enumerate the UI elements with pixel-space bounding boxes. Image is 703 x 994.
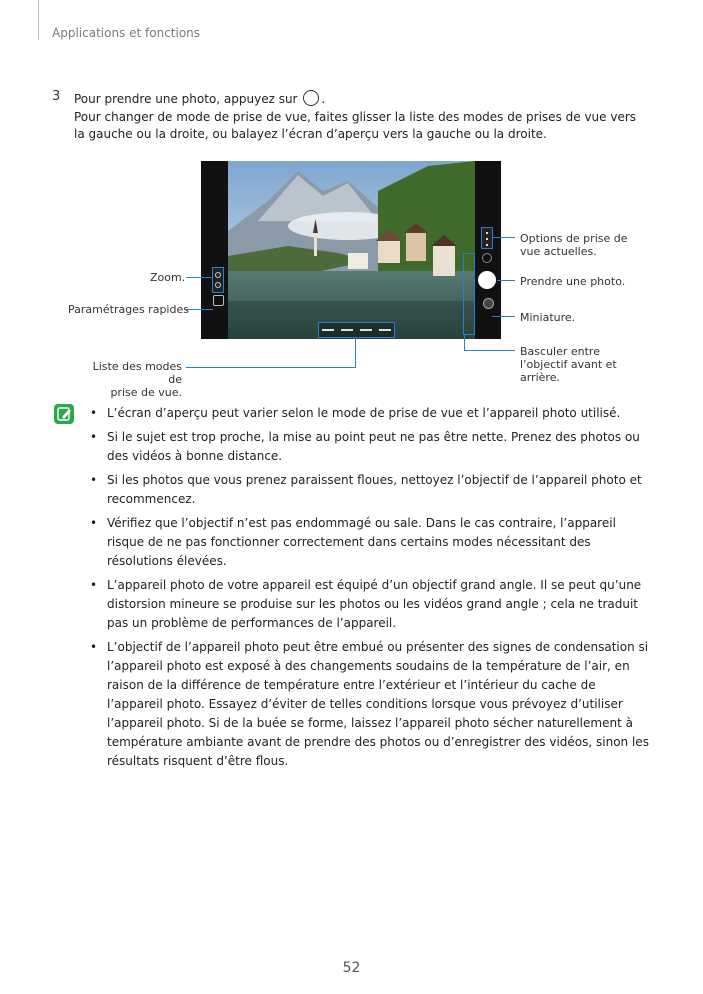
quick-settings-icon[interactable] — [213, 295, 224, 306]
label-switch-line2: l’objectif avant et — [520, 358, 617, 371]
step-description: Pour changer de mode de prise de vue, faites glisser la liste des modes de prises de vue vers la gauche ou la droite, ou balayez l’écran d’aperçu vers la gauche ou la droite. — [74, 110, 637, 141]
page-number: 52 — [342, 960, 361, 976]
zoom-control[interactable] — [212, 267, 224, 293]
note-item: • Si les photos que vous prenez paraissent floues, nettoyez l’objectif de l’appareil photo et recommencez. — [90, 471, 650, 509]
label-quick-settings: Paramétrages rapides — [68, 303, 189, 316]
step-instruction — [74, 90, 325, 106]
shutter-button[interactable] — [478, 271, 496, 289]
note-item: • Si le sujet est trop proche, la mise au point peut ne pas être nette. Prenez des photos ou des vidéos à bonne distance. — [90, 428, 650, 466]
camera-screen — [201, 161, 501, 339]
step-text-after: . — [321, 92, 326, 106]
settings-icon[interactable] — [482, 253, 492, 263]
callout-line-switch-h — [464, 350, 515, 351]
margin-rule — [38, 0, 39, 40]
shutter-button-icon — [303, 90, 319, 106]
note-item: • L’appareil photo de votre appareil est équipé d’un objectif grand angle. Il se peut qu’une distorsion mineure se produise sur les photos ou les vidéos grand angle ; cela ne traduit pas un problème de performances de l’appareil. — [90, 576, 650, 633]
preview-image — [228, 161, 475, 339]
switch-camera-area[interactable] — [463, 253, 475, 335]
thumbnail-button[interactable] — [483, 298, 494, 309]
section-header: Applications et fonctions — [52, 26, 201, 40]
callout-line-modes-v — [355, 338, 356, 368]
note-icon — [54, 404, 74, 424]
label-switch-line1: Basculer entre — [520, 345, 600, 358]
callout-line-quick — [186, 309, 213, 310]
label-zoom: Zoom. — [150, 271, 186, 284]
callout-line-options — [493, 237, 515, 238]
callout-line-modes-h — [186, 367, 356, 368]
label-modes-line1: Liste des modes de — [92, 360, 182, 386]
label-shooting-options — [520, 232, 628, 258]
label-take-photo: Prendre une photo. — [520, 275, 626, 288]
note-item: • L’écran d’aperçu peut varier selon le mode de prise de vue et l’appareil photo utilisé. — [90, 404, 650, 423]
step-text-before: Pour prendre une photo, appuyez sur — [74, 92, 298, 106]
label-switch-camera — [520, 345, 617, 384]
label-shooting-modes — [84, 360, 182, 399]
shooting-options-icon[interactable] — [481, 227, 493, 249]
note-item: • Vérifiez que l’objectif n’est pas endommagé ou sale. Dans le cas contraire, l’appareil risque de ne pas fonctionner correctement dans certains modes nécessitant des résolutions élevées. — [90, 514, 650, 571]
callout-line-shutter — [497, 280, 515, 281]
shooting-modes-list[interactable] — [318, 322, 395, 338]
callout-line-switch-v — [464, 335, 465, 350]
step-number: 3 — [52, 89, 61, 104]
label-modes-line2: prise de vue. — [110, 386, 182, 399]
notes-list — [90, 404, 650, 776]
label-switch-line3: arrière. — [520, 371, 560, 384]
callout-line-zoom — [186, 277, 212, 278]
note-item: • L’objectif de l’appareil photo peut être embué ou présenter des signes de condensation si l’appareil photo est exposé à des changements soudains de la température de l’air, en raison de la différence de température entre l’extérieur et l’intérieur du cache de l’appareil photo. Essayez d’éviter de telles conditions lorsque vous prévoyez d’utiliser l’appareil photo. Si de la buée se forme, laissez l’appareil photo sécher naturellement à température ambiante avant de prendre des photos ou d’enregistrer des vidéos, sinon les résultats risquent d’être flous. — [90, 638, 650, 771]
label-options-line1: Options de prise de — [520, 232, 628, 245]
label-options-line2: vue actuelles. — [520, 245, 597, 258]
callout-line-thumb — [492, 316, 515, 317]
label-thumbnail: Miniature. — [520, 311, 576, 324]
